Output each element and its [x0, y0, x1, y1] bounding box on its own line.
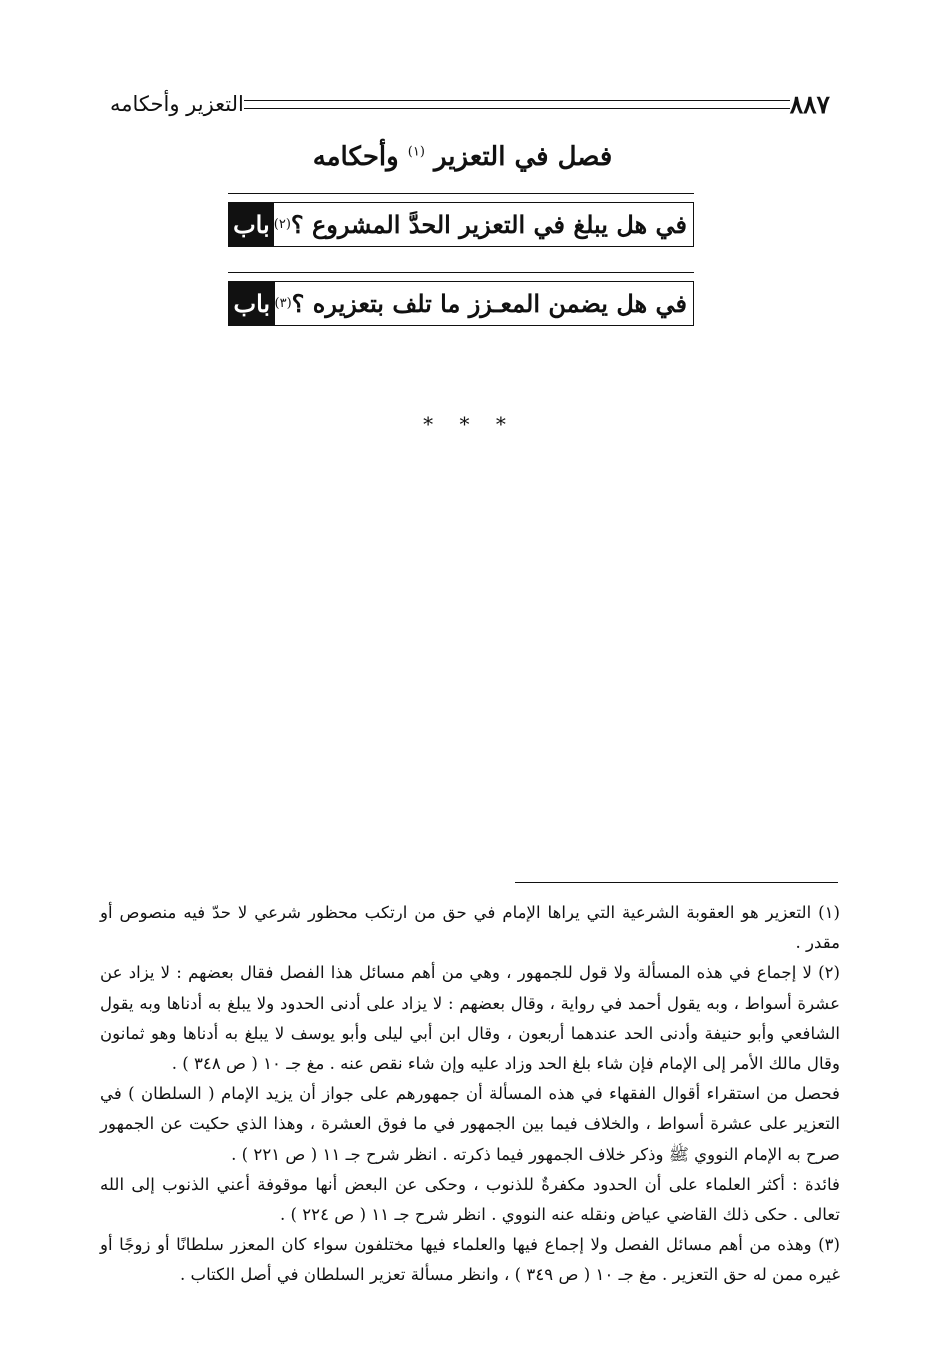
footnote-2-benefit: فائدة : أكثر العلماء على أن الحدود مكفرةٌ للذنوب ، وحكى عن البعض أنها موقوفة أعني الذنوب إلى الله تعالى . حكى ذلك القاضي عياض ونقله عنه النووي . انظر شرح جـ ١١ ( ص ٢٢٤ ) .: [100, 1174, 840, 1225]
bab-box: [228, 281, 694, 326]
footnote-rule: [515, 882, 838, 883]
section-separator: * * *: [423, 412, 516, 436]
bab-label: باب: [229, 203, 274, 246]
header-rule: [244, 100, 790, 109]
footnote-ref-1: (١): [407, 144, 425, 160]
footnote-ref-2: (٢): [273, 217, 291, 232]
bab-top-rule: [228, 272, 694, 273]
bab-title: [275, 282, 693, 325]
running-header: [100, 86, 840, 122]
section-heading: [230, 142, 695, 172]
bab-heading-1: [228, 193, 694, 247]
section-title-start: فصل في التعزير: [433, 142, 613, 172]
bab-title-text: في هل يبلغ في التعزير الحدَّ المشروع ؟: [290, 210, 687, 239]
bab-heading-2: [228, 272, 694, 326]
running-title: التعزير وأحكامه: [110, 92, 244, 116]
footnote-ref-3: (٣): [274, 296, 292, 311]
bab-label: باب: [229, 282, 275, 325]
bab-top-rule: [228, 193, 694, 194]
footnote-3: (٣) وهذه من أهم مسائل الفصل ولا إجماع فيها والعلماء فيها مختلفون سواء كان المعزر سلطانًا أو زوجًا أو غيره ممن له حق التعزير . مغ جـ ١٠ ( ص ٣٤٩ ) ، وانظر مسألة تعزير السلطان في أصل الكتاب .: [100, 1235, 840, 1285]
footnotes: [100, 898, 840, 1291]
bab-title: [274, 203, 693, 246]
page-number: ٨٨٧: [789, 89, 830, 119]
footnote-2: (٢) لا إجماع في هذه المسألة ولا قول للجمهور ، وهي من أهم مسائل هذا الفصل فقال بعضهم : لا يزاد عن عشرة أسواط ، وبه يقول أحمد في رواية ، وقال بعضهم : لا يزاد على أدنى الحدود ولا يبلغ به أدناها وبه يقول الشافعي وأبو حنيفة وأدنى الحد عندهما أربعون ، وقال ابن أبي ليلى وأبو يوسف لا يبلغ به أدناها وهو ثمانون وقال مالك الأمر إلى الإمام فإن شاء بلغ الحد وزاد عليه وإن شاء نقص عنه . مغ جـ ١٠ ( ص ٣٤٨ ) .: [100, 963, 840, 1074]
section-title-end: وأحكامه: [312, 142, 399, 172]
bab-title-text: في هل يضمن المعـزز ما تلف بتعزيره ؟: [291, 289, 687, 318]
bab-box: [228, 202, 694, 247]
footnote-1: (١) التعزير هو العقوبة الشرعية التي يراها الإمام في حق من ارتكب محظور شرعي لا حدّ فيه منصوص أو مقدر .: [100, 903, 840, 953]
footnote-2-continuation: فحصل من استقراء أقوال الفقهاء في هذه المسألة أن جمهورهم على جواز أن يزيد الإمام ( السلطان ) في التعزير على عشرة أسواط ، والخلاف فيما بين الجمهور في ما فوق العشرة ، وهذا الذي حكيت عن الجمهور صرح به الإمام النووي ﷺ وذكر خلاف الجمهور فيما ذكرته . انظر شرح جـ ١١ ( ص ٢٢١ ) .: [100, 1084, 840, 1164]
